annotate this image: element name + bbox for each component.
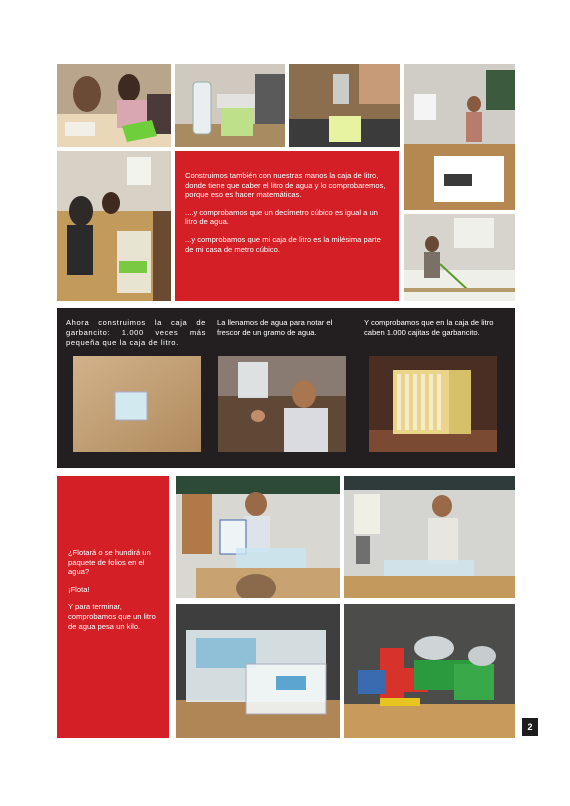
page-number: 2 [522,718,538,736]
photo-box-of-small-cubes [369,356,497,452]
float-question: ¿Flotará o se hundirá un paquete de folios en el agua? [68,548,151,577]
photo-scale-with-boxes [344,604,515,738]
intro-paragraph-1: Construimos también con nuestras manos la caja de litro, donde tiene que caber el litro de agua y lo comprobaremos, porque eso es hacer matemáticas. [185,171,386,200]
garbancito-caption-3: Y comprobamos que en la caja de litro caben 1.000 cajitas de garbancito. [364,318,494,337]
photo-teacher-pouring-water [218,356,346,452]
photo-teacher-holding-paper-pack [176,476,340,598]
photo-teacher-at-water-tub [344,476,515,598]
photo-classroom-teacher [404,64,515,210]
intro-paragraph-2: ....y comprobamos que un decímetro cúbico es igual a un litro de agua. [185,207,378,227]
floating-question-box [57,476,169,738]
photo-teacher-cubic-meter [404,214,515,301]
weight-conclusion: Y para terminar, comprobamos que un litro de agua pesa un kilo. [68,602,156,631]
photo-students-cutting-paper [57,64,171,147]
photo-plastic-tubs [176,604,340,738]
photo-pouring-water [289,64,400,147]
intro-text-box [175,151,399,301]
float-answer: ¡Flota! [68,584,90,594]
photo-water-bottle-box [175,64,285,147]
photo-small-paper-cube [73,356,201,452]
intro-paragraph-3: ...y comprobamos que mi caja de litro es la milésima parte de mi casa de metro cúbico. [185,234,381,254]
garbancito-caption-2: La llenamos de agua para notar el frescor de un gramo de agua. [217,318,333,337]
garbancito-caption-1: Ahora construimos la caja de garbancito: 1.000 veces más pequeña que la caja de litro. [66,318,206,347]
photo-students-at-tables [57,151,171,301]
garbancito-section [57,308,515,468]
